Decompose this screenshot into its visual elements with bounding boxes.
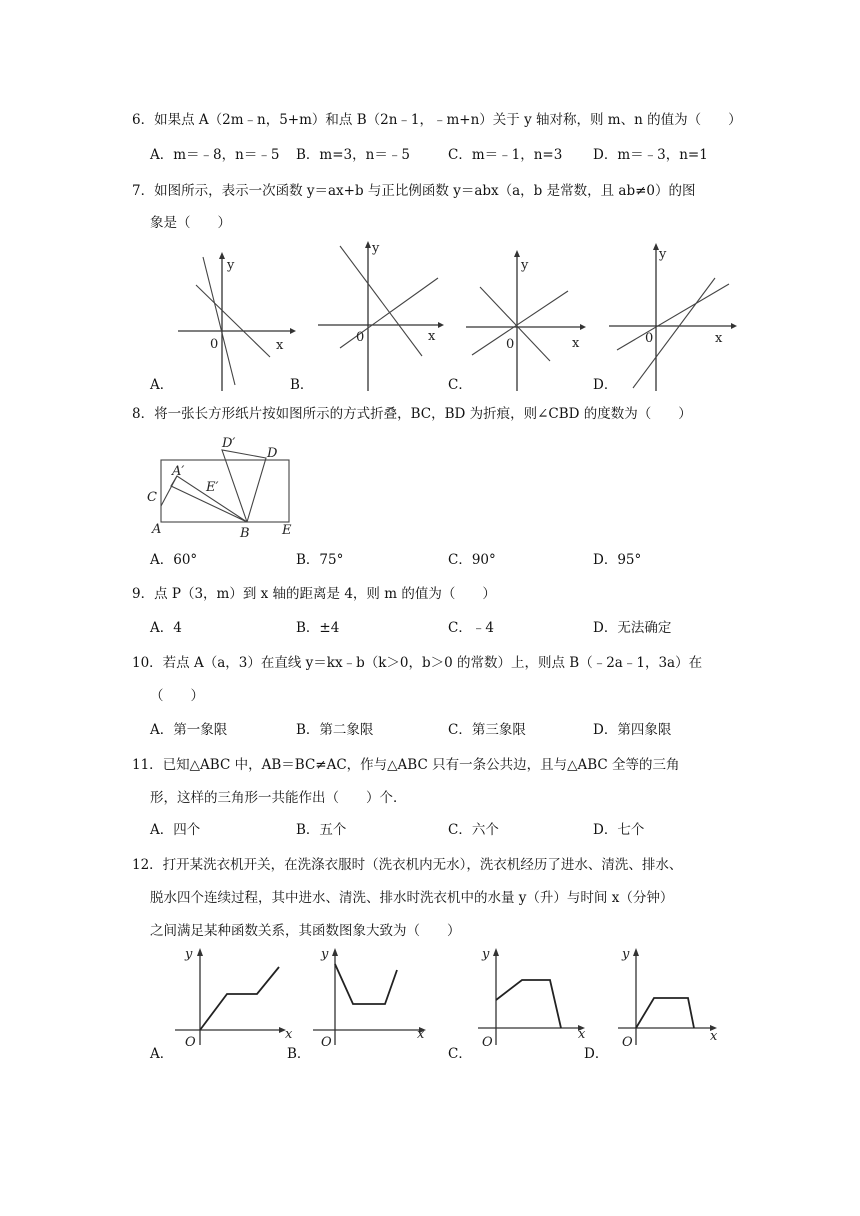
q12a-y-label: y — [185, 947, 193, 962]
q12c-y-label: y — [482, 947, 490, 962]
q8-option-d[interactable]: D．95° — [593, 552, 642, 568]
q8-label-a: A — [152, 522, 162, 537]
q11-stem-line1: 11．已知△ABC 中，AB＝BC≠AC，作与△ABC 只有一条公共边，且与△ABC 全等的三角 — [132, 757, 680, 773]
q6-option-b[interactable]: B．m=3，n＝﹣5 — [296, 147, 410, 163]
q12b-x-label: x — [417, 1027, 425, 1042]
q12-stem-line1: 12．打开某洗衣机开关，在洗涤衣服时（洗衣机内无水），洗衣机经历了进水、清洗、排水、 — [132, 857, 683, 873]
q12c-x-label: x — [578, 1027, 586, 1042]
q10-option-c[interactable]: C．第三象限 — [448, 722, 526, 738]
q12d-x-label: x — [710, 1029, 718, 1044]
q6-option-a[interactable]: A．m＝﹣8，n＝﹣5 — [150, 147, 280, 163]
q12-graph-a — [165, 942, 295, 1054]
q7a-x-label: x — [276, 338, 284, 353]
q12d-origin-label: O — [622, 1035, 633, 1050]
q9-option-b[interactable]: B．±4 — [296, 620, 340, 636]
q7-graph-c — [460, 245, 590, 393]
q12-stem-line2: 脱水四个连续过程，其中进水、清洗、排水时洗衣机中的水量 y（升）与时间 x（分钟） — [150, 890, 674, 906]
q10-stem-line2: （ ） — [150, 688, 204, 704]
q12-option-d[interactable]: D． — [584, 1046, 609, 1062]
q9-stem: 9．点 P（3，m）到 x 轴的距离是 4，则 m 的值为（ ） — [132, 586, 496, 602]
q10-option-d[interactable]: D．第四象限 — [593, 722, 672, 738]
q11-option-d[interactable]: D．七个 — [593, 822, 645, 838]
q12-option-c[interactable]: C． — [448, 1046, 472, 1062]
q11-option-c[interactable]: C．六个 — [448, 822, 499, 838]
q8-stem: 8．将一张长方形纸片按如图所示的方式折叠，BC，BD 为折痕，则∠CBD 的度数为（ ） — [132, 406, 692, 422]
q10-stem-line1: 10．若点 A（a，3）在直线 y＝kx﹣b（k＞0，b＞0 的常数）上，则点 B（﹣2a﹣1，3a）在 — [132, 655, 703, 671]
q7d-origin-label: 0 — [645, 331, 654, 346]
q11-option-a[interactable]: A．四个 — [150, 822, 201, 838]
q6-option-d[interactable]: D．m＝﹣3，n=1 — [593, 147, 708, 163]
q7d-x-label: x — [715, 331, 723, 346]
q12a-origin-label: O — [185, 1035, 196, 1050]
q12-option-b[interactable]: B． — [287, 1046, 311, 1062]
q7a-y-label: y — [227, 258, 235, 273]
q7a-origin-label: 0 — [210, 337, 219, 352]
q12b-origin-label: O — [321, 1035, 332, 1050]
q7b-y-label: y — [372, 241, 380, 256]
q12b-y-label: y — [321, 947, 329, 962]
q7-option-b[interactable]: B． — [290, 377, 314, 393]
q10-option-b[interactable]: B．第二象限 — [296, 722, 374, 738]
q12-graph-b — [305, 942, 435, 1054]
q7-stem-line2: 象是（ ） — [150, 215, 231, 231]
q12d-y-label: y — [622, 947, 630, 962]
q9-option-c[interactable]: C．﹣4 — [448, 620, 494, 636]
q12-option-a[interactable]: A． — [150, 1046, 174, 1062]
q8-label-d-prime: D′ — [222, 436, 236, 451]
q12-graph-c — [468, 942, 598, 1054]
q12-stem-line3: 之间满足某种函数关系，其函数图象大致为（ ） — [150, 923, 461, 939]
q6-stem: 6．如果点 A（2m﹣n，5+m）和点 B（2n﹣1，﹣m+n）关于 y 轴对称，则 m、n 的值为（ ） — [132, 112, 742, 128]
q6-option-c[interactable]: C．m＝﹣1，n=3 — [448, 147, 563, 163]
q7-option-d[interactable]: D． — [593, 377, 618, 393]
q7d-y-label: y — [659, 247, 667, 262]
q8-label-e-prime: E′ — [206, 480, 219, 495]
q12c-origin-label: O — [482, 1035, 493, 1050]
q8-label-c: C — [147, 490, 157, 505]
q7-graph-d — [605, 238, 745, 393]
q7c-x-label: x — [572, 336, 580, 351]
q7-stem-line1: 7．如图所示，表示一次函数 y＝ax+b 与正比例函数 y＝abx（a，b 是常数，且 ab≠0）的图 — [132, 183, 696, 199]
q11-option-b[interactable]: B．五个 — [296, 822, 347, 838]
q7-option-a[interactable]: A． — [150, 377, 174, 393]
q8-folding-figure — [140, 428, 310, 543]
q7b-x-label: x — [428, 329, 436, 344]
q7-graph-a — [170, 245, 300, 393]
q10-option-a[interactable]: A．第一象限 — [150, 722, 228, 738]
q7c-y-label: y — [521, 258, 529, 273]
q8-option-a[interactable]: A．60° — [150, 552, 198, 568]
q8-label-b: B — [240, 526, 250, 541]
q12a-x-label: x — [285, 1027, 293, 1042]
q9-option-d[interactable]: D．无法确定 — [593, 620, 672, 636]
q8-label-d: D — [267, 446, 278, 461]
q7c-origin-label: 0 — [506, 337, 515, 352]
q9-option-a[interactable]: A．4 — [150, 620, 182, 636]
q8-label-e: E — [282, 523, 292, 538]
q8-option-b[interactable]: B．75° — [296, 552, 344, 568]
q8-label-a-prime: A′ — [172, 464, 185, 479]
q12-graph-d — [610, 942, 740, 1054]
q7b-origin-label: 0 — [356, 330, 365, 345]
q8-option-c[interactable]: C．90° — [448, 552, 496, 568]
q7-graph-b — [310, 238, 450, 393]
q7-option-c[interactable]: C． — [448, 377, 472, 393]
q11-stem-line2: 形，这样的三角形一共能作出（ ）个． — [150, 790, 407, 806]
